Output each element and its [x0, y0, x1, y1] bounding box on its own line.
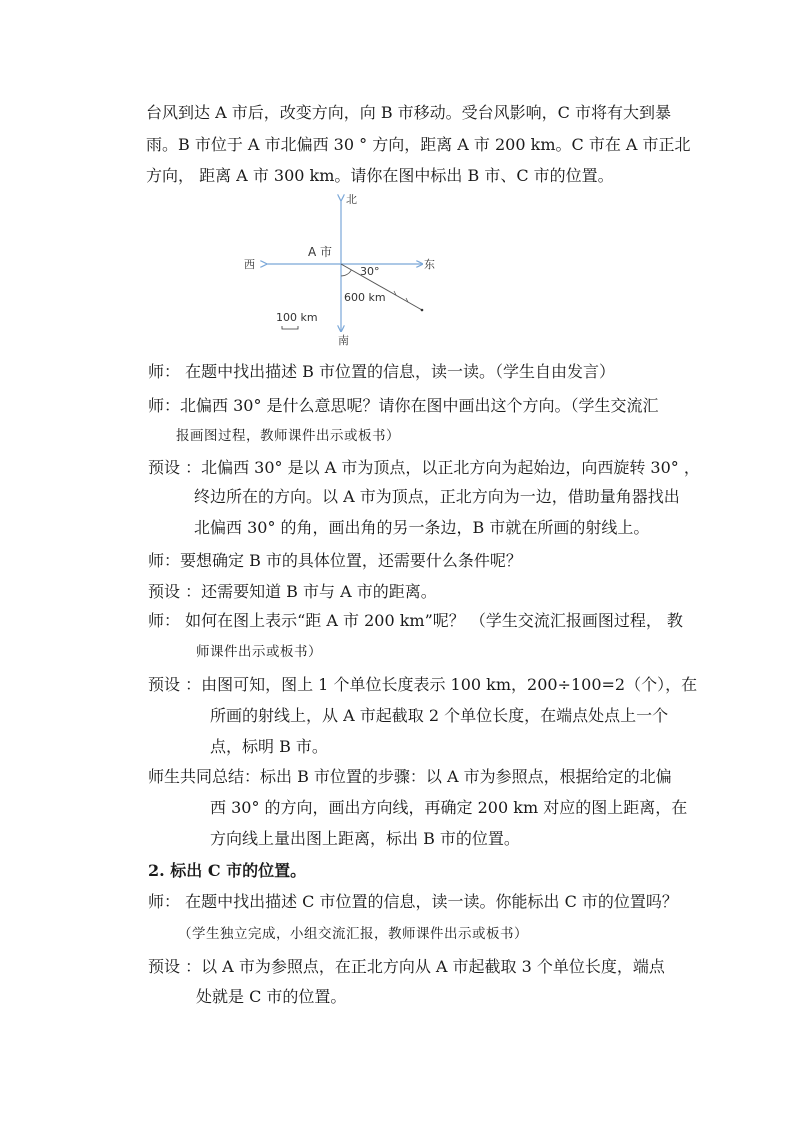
label-scale: 100 km — [276, 311, 318, 324]
intro-line-1: 台风到达 A 市后，改变方向，向 B 市移动。受台风影响，C 市将有大到暴 — [146, 103, 671, 122]
label-north: 北 — [346, 193, 357, 206]
para8-line-2: 西 30° 的方向，画出方向线，再确定 200 km 对应的图上距离，在 — [210, 798, 688, 817]
para8-line-1: 师生共同总结：标出 B 市位置的步骤：以 A 市为参照点，根据给定的北偏 — [148, 767, 672, 786]
para2-line-1: 师：北偏西 30° 是什么意思呢？请你在图中画出这个方向。（学生交流汇 — [148, 396, 659, 415]
para4-line: 师：要想确定 B 市的具体位置，还需要什么条件呢？ — [148, 551, 522, 570]
para6-line-1: 师： 如何在图上表示“距 A 市 200 km”呢？ （学生交流汇报画图过程， 教 — [148, 611, 683, 630]
para3-line-2: 终边所在的方向。以 A 市为顶点，正北方向为一边，借助量角器找出 — [194, 487, 680, 506]
para7-line-3: 点，标明 B 市。 — [210, 737, 328, 756]
intro-line-3: 方向， 距离 A 市 300 km。请你在图中标出 B 市、C 市的位置。 — [146, 166, 614, 185]
para3-line-1: 预设 ：北偏西 30° 是以 A 市为顶点，以正北方向为起始边，向西旋转 30° ， — [148, 458, 700, 477]
label-east: 东 — [424, 258, 435, 271]
label-city-a: A 市 — [308, 245, 333, 259]
para1-line: 师： 在题中找出描述 B 市位置的信息，读一读。（学生自由发言） — [148, 362, 616, 381]
label-distance: 600 km — [344, 291, 386, 304]
para7-line-1: 预设 ：由图可知，图上 1 个单位长度表示 100 km，200÷100=2（个），在 — [148, 675, 698, 694]
para9-line-2: （学生独立完成，小组交流汇报，教师课件出示或板书） — [178, 926, 528, 942]
para8-line-3: 方向线上量出图上距离，标出 B 市的位置。 — [210, 829, 520, 848]
para10-line-1: 预设 ：以 A 市为参照点，在正北方向从 A 市起截取 3 个单位长度，端点 — [148, 957, 665, 976]
label-south: 南 — [338, 334, 349, 347]
scale-bar — [282, 326, 298, 329]
para10-line-2: 处就是 C 市的位置。 — [196, 987, 347, 1006]
para3-line-3: 北偏西 30° 的角，画出角的另一条边，B 市就在所画的射线上。 — [194, 518, 650, 537]
para7-line-2: 所画的射线上，从 A 市起截取 2 个单位长度，在端点处点上一个 — [210, 706, 669, 725]
label-angle: 30° — [360, 265, 380, 278]
section-heading: 2. 标出 C 市的位置。 — [148, 861, 307, 880]
angle-arc — [341, 270, 351, 276]
para6-line-2: 师课件出示或板书） — [196, 644, 322, 660]
para9-line-1: 师： 在题中找出描述 C 市位置的信息，读一读。你能标出 C 市的位置吗？ — [148, 892, 678, 911]
para2-line-2: 报画图过程，教师课件出示或板书） — [176, 428, 400, 444]
end-point — [421, 309, 424, 312]
intro-line-2: 雨。B 市位于 A 市北偏西 30 ° 方向，距离 A 市 200 km。C 市在 A 市正北 — [146, 135, 691, 154]
compass-diagram — [236, 188, 446, 348]
label-west: 西 — [244, 258, 255, 271]
para5-line: 预设 ：还需要知道 B 市与 A 市的距离。 — [148, 582, 437, 601]
